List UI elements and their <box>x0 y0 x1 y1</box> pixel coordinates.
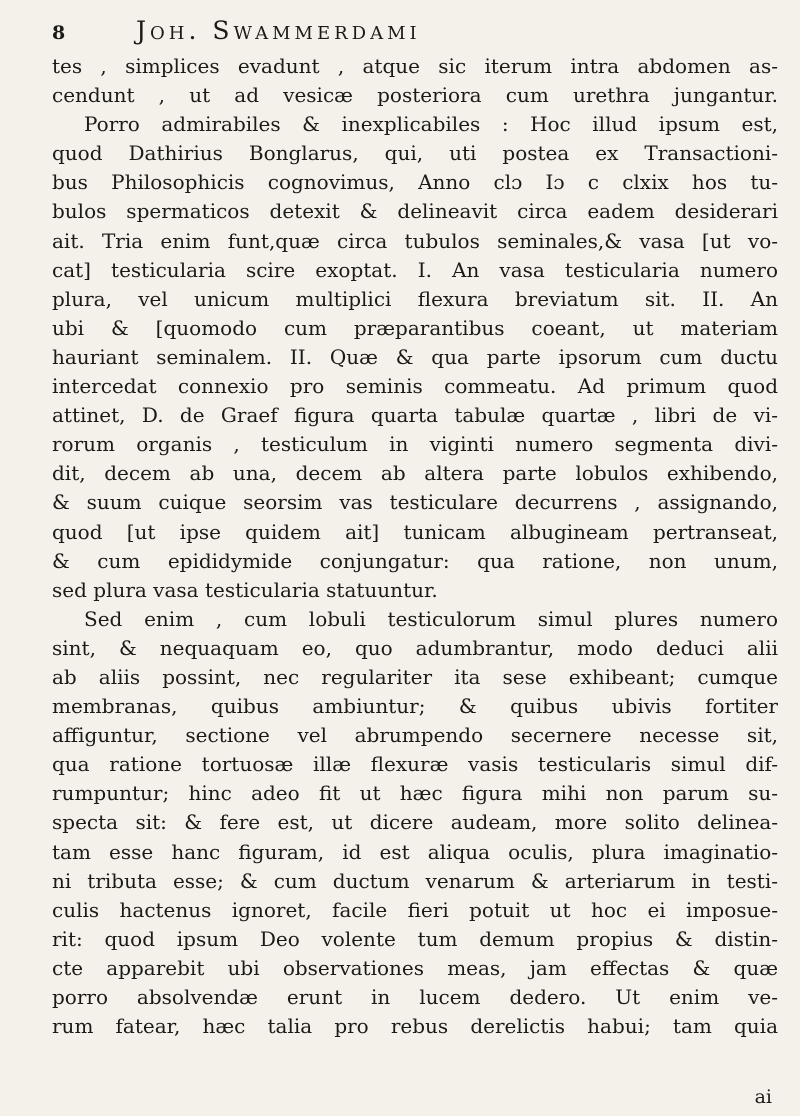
text-line: ait. Tria enim funt,quæ circa tubulos seminales,& vasa [ut vo- <box>52 228 778 253</box>
text-line: cendunt , ut ad vesicæ posteriora cum urethra jungantur. <box>52 83 778 108</box>
text-line: rit: quod ipsum Deo volente tum demum propius & distin- <box>52 926 778 951</box>
text-line: tam esse hanc figuram, id est aliqua oculis, plura imaginatio- <box>52 839 778 864</box>
text-line: cat] testicularia scire exoptat. I. An vasa testicularia numero <box>52 257 778 282</box>
text-line: & cum epididymide conjungatur: qua ratione, non unum, <box>52 548 778 573</box>
text-line: attinet, D. de Graef figura quarta tabulæ quartæ , libri de vi- <box>52 403 778 428</box>
text-line: rumpuntur; hinc adeo fit ut hæc figura mihi non parum su- <box>52 781 778 806</box>
text-line: culis hactenus ignoret, facile fieri potuit ut hoc ei imposue- <box>52 897 778 922</box>
body-text <box>52 52 778 1041</box>
text-line: bulos spermaticos detexit & delineavit circa eadem desiderari <box>52 199 778 224</box>
text-line: ab aliis possint, nec regulariter ita sese exhibeant; cumque <box>52 664 778 689</box>
text-line: qua ratione tortuosæ illæ flexuræ vasis testicularis simul dif- <box>52 752 778 777</box>
text-line: rorum organis , testiculum in viginti numero segmenta divi- <box>52 432 778 457</box>
text-line: affiguntur, sectione vel abrumpendo secernere necesse sit, <box>52 723 778 748</box>
text-line: porro absolvendæ erunt in lucem dedero. Ut enim ve- <box>52 985 778 1009</box>
text-line: sed plura vasa testicularia statuuntur. <box>52 577 438 602</box>
text-line: Porro admirabiles & inexplicabiles : Hoc illud ipsum est, <box>84 112 778 137</box>
text-line: & suum cuique seorsim vas testiculare decurrens , assignando, <box>52 490 778 515</box>
catchword: ai <box>754 1086 772 1108</box>
text-line: Sed enim , cum lobuli testiculorum simul plures numero <box>84 606 778 631</box>
text-line: specta sit: & fere est, ut dicere audeam, more solito delinea- <box>52 810 778 835</box>
text-line: ubi & [quomodo cum præparantibus coeant, ut materiam <box>52 315 778 340</box>
text-line: dit, decem ab una, decem ab altera parte lobulos exhibendo, <box>52 461 778 486</box>
text-line: rum fatear, hæc talia pro rebus derelictis habui; tam quia <box>52 1014 778 1039</box>
text-line: membranas, quibus ambiuntur; & quibus ubivis fortiter <box>52 694 778 719</box>
text-line: cte apparebit ubi observationes meas, jam effectas & quæ <box>52 955 778 980</box>
text-line: tes , simplices evadunt , atque sic iterum intra abdomen as- <box>52 54 778 78</box>
text-line: hauriant seminalem. II. Quæ & qua parte ipsorum cum ductu <box>52 344 778 369</box>
text-line: bus Philosophicis cognovimus, Anno clɔ Iɔ c clxix hos tu- <box>52 170 778 195</box>
page-number: 8 <box>52 22 66 44</box>
text-line: quod Dathirius Bonglarus, qui, uti postea ex Transactioni- <box>52 141 778 166</box>
running-title: Joh. Swammerdami <box>136 16 421 45</box>
running-head <box>52 16 778 44</box>
text-line: plura, vel unicum multiplici flexura breviatum sit. II. An <box>52 286 778 311</box>
text-line: quod [ut ipse quidem ait] tunicam albugineam pertranseat, <box>52 519 778 544</box>
text-line: intercedat connexio pro seminis commeatu. Ad primum quod <box>52 374 778 399</box>
text-line: sint, & nequaquam eo, quo adumbrantur, modo deduci alii <box>52 635 778 660</box>
text-line: ni tributa esse; & cum ductum venarum & arteriarum in testi- <box>52 868 778 893</box>
